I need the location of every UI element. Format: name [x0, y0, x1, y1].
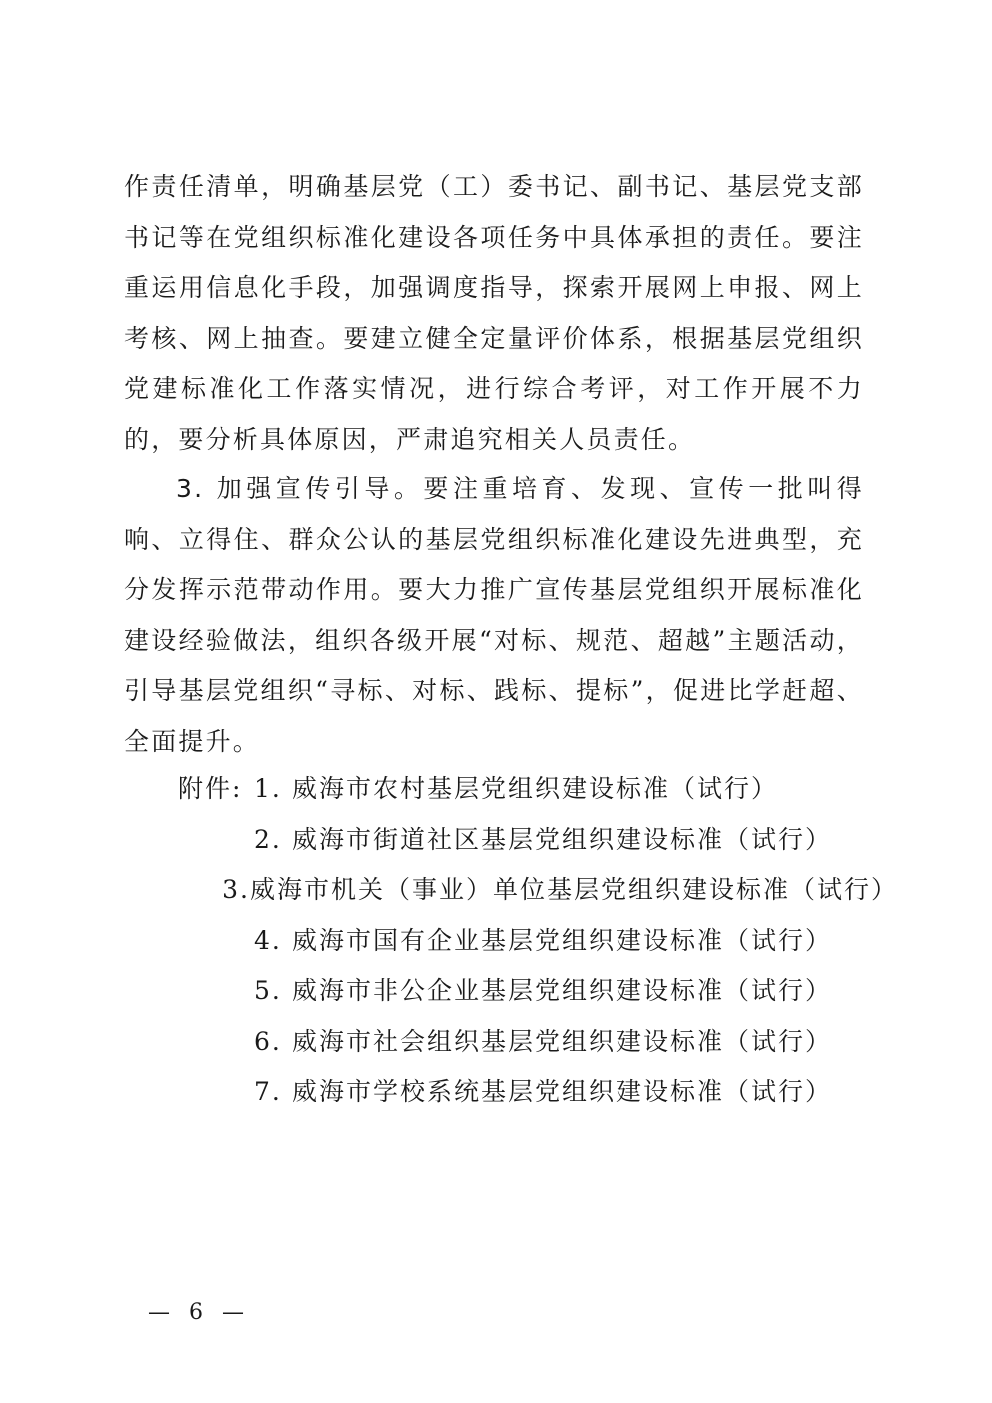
attachment-title: 威海市非公企业基层党组织建设标准（试行）: [292, 976, 833, 1005]
attachment-item-4: [178, 916, 898, 967]
attachments-list: [178, 764, 898, 1118]
attachment-title: 威海市社会组织基层党组织建设标准（试行）: [292, 1026, 833, 1056]
attachment-number: 5.: [254, 976, 282, 1005]
paragraph-publicity-heading: 3. 加强宣传引导。: [176, 474, 424, 503]
attachments-label-spacer: [178, 1017, 254, 1068]
attachment-item-6: [178, 1017, 898, 1068]
attachment-number: 1.: [254, 774, 282, 803]
attachment-title: 威海市农村基层党组织建设标准（试行）: [292, 774, 779, 803]
attachment-title: 威海市街道社区基层党组织建设标准（试行）: [292, 824, 833, 854]
attachment-item-3: [178, 865, 898, 916]
paragraph-publicity-body: 要注重培育、发现、宣传一批叫得响、立得住、群众公认的基层党组织标准化建设先进典型，充分发挥示范带动作用。要大力推广宣传基层党组织开展标准化建设经验做法，组织各级开展“对标、规范、超越”主题活动，引导基层党组织“寻标、对标、践标、提标”，促进比学赶超、全面提升。: [124, 474, 864, 756]
attachments-label: 附件:: [178, 774, 243, 803]
attachment-number: 3.: [222, 875, 250, 904]
attachment-item-5: [178, 966, 898, 1017]
attachment-number: 7.: [254, 1077, 282, 1106]
attachments-label-spacer: [178, 1067, 254, 1118]
attachment-number: 6.: [254, 1026, 282, 1056]
attachments-label-spacer: [178, 865, 222, 916]
attachment-item-2: [178, 815, 898, 866]
attachment-item-1: [178, 764, 898, 815]
attachment-title: 威海市国有企业基层党组织建设标准（试行）: [292, 925, 833, 955]
attachments-label-spacer: [178, 966, 254, 1017]
attachments-label-spacer: [178, 916, 254, 967]
attachments-label-spacer: [178, 815, 254, 866]
attachment-title: 威海市机关（事业）单位基层党组织建设标准（试行）: [249, 875, 898, 904]
attachment-title: 威海市学校系统基层党组织建设标准（试行）: [292, 1077, 833, 1106]
attachment-item-7: [178, 1067, 898, 1118]
paragraph-responsibility: 作责任清单，明确基层党（工）委书记、副书记、基层党支部书记等在党组织标准化建设各项任务中具体承担的责任。要注重运用信息化手段，加强调度指导，探索开展网上申报、网上考核、网上抽查。要建立健全定量评价体系，根据基层党组织党建标准化工作落实情况，进行综合考评，对工作开展不力的，要分析具体原因，严肃追究相关人员责任。: [124, 172, 864, 454]
paragraph-publicity: [124, 464, 864, 767]
page-number: — 6 —: [148, 1300, 250, 1325]
attachment-number: 2.: [254, 824, 282, 854]
attachment-number: 4.: [254, 925, 282, 955]
